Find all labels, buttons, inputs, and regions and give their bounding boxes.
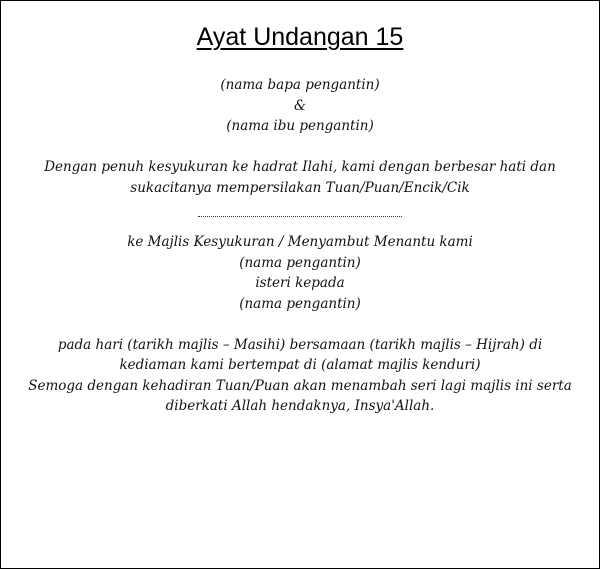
invitation-line-1: Dengan penuh kesyukuran ke hadrat Ilahi, kami dengan berbesar hati dan [44,159,556,175]
spacer [1,218,599,232]
details-line-3: Semoga dengan kehadiran Tuan/Puan akan menambah seri lagi majlis ini serta [28,377,572,394]
father-name-placeholder: (nama bapa pengantin) [220,77,380,93]
details-line-1: pada hari (tarikh majlis – Masihi) bersamaan (tarikh majlis – Hijrah) di [57,336,543,353]
mother-name-placeholder: (nama ibu pengantin) [226,118,374,134]
groom-name-placeholder: (nama pengantin) [239,295,361,312]
invitation-line-2: sukacitanya mempersilakan Tuan/Puan/Encik/Cik [130,179,470,196]
connector-text: isteri kepada [255,275,345,291]
details-line-2: kediaman kami bertempat di (alamat majlis kenduri) [119,357,481,373]
invitation-body [1,75,599,417]
ampersand: & [293,97,307,114]
spacer [1,198,599,212]
spacer [1,314,599,335]
spacer [1,137,599,158]
page-title: Ayat Undangan 15 [196,23,404,51]
event-line-1: ke Majlis Kesyukuran / Menyambut Menantu kami [127,234,473,250]
bride-name-placeholder: (nama pengantin) [239,254,361,271]
details-line-4: diberkati Allah hendaknya, Insya'Allah. [165,398,435,414]
